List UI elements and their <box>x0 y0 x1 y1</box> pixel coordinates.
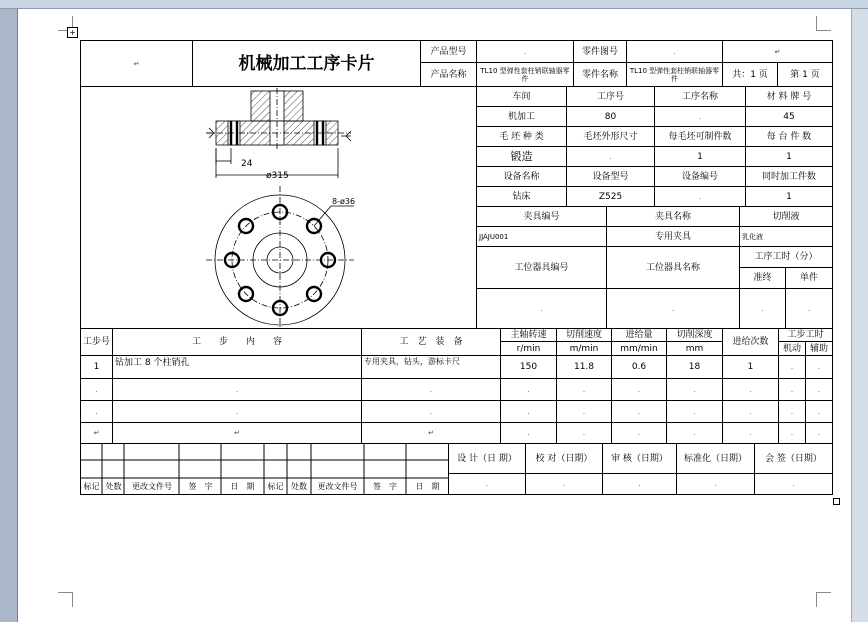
table-resize-handle[interactable] <box>833 498 840 505</box>
step-row-blank[interactable]: . <box>556 422 612 444</box>
step-1-machine-time[interactable]: . <box>778 355 806 379</box>
countersign-value[interactable]: . <box>754 473 833 495</box>
material-label: 材 料 牌 号 <box>745 86 833 107</box>
step-1-depth[interactable]: 18 <box>666 355 723 379</box>
rev-place-label: 处数 <box>105 481 122 491</box>
rev-doc-label: 更改文件号 <box>132 481 172 491</box>
product-name-label: 产品名称 <box>420 62 477 87</box>
prep-time-label: 准终 <box>739 267 786 289</box>
ruler-bar <box>0 0 868 9</box>
station-tool-no-value[interactable]: . <box>476 288 607 329</box>
spindle-speed-unit: r/min <box>500 341 557 356</box>
step-row-blank[interactable]: . <box>666 400 723 423</box>
step-row-blank[interactable]: . <box>805 422 833 444</box>
part-drawing-no-label: 零件图号 <box>573 40 627 63</box>
total-pages: 共：1 页 <box>722 62 778 87</box>
standardize-value[interactable]: . <box>676 473 755 495</box>
crop-mark-top-right <box>816 16 831 31</box>
step-row-blank[interactable]: . <box>80 378 113 401</box>
rev-sign-label-2: 签 字 <box>373 481 397 491</box>
operation-name-value[interactable]: . <box>654 106 746 127</box>
step-1-speed[interactable]: 150 <box>500 355 557 379</box>
step-row-blank[interactable]: . <box>666 378 723 401</box>
cutting-speed-header: 切削速度 <box>556 328 612 342</box>
fixture-name-value[interactable]: 专用夹具 <box>606 226 740 247</box>
workshop-label: 车间 <box>476 86 567 107</box>
rev-sign-label: 签 字 <box>188 481 213 491</box>
spindle-speed-header: 主轴转速 <box>500 328 557 342</box>
hole-callout: 8-ø36 <box>332 197 356 206</box>
units-per-label: 每 台 件 数 <box>745 126 833 147</box>
workshop-value[interactable]: 机加工 <box>476 106 567 127</box>
parts-per-blank-value[interactable]: 1 <box>654 146 746 167</box>
depth-unit: mm <box>666 341 723 356</box>
step-row-blank[interactable]: . <box>722 400 779 423</box>
review-value[interactable]: . <box>602 473 677 495</box>
part-drawing <box>81 88 381 328</box>
step-row-blank[interactable]: ↵ <box>112 422 362 444</box>
step-row-blank[interactable]: . <box>112 378 362 401</box>
step-row-blank[interactable]: . <box>778 400 806 423</box>
step-row-blank[interactable]: . <box>500 400 557 423</box>
table-move-handle-icon[interactable]: + <box>67 27 78 38</box>
step-row-blank[interactable]: . <box>722 422 779 444</box>
design-label: 设 计（日 期） <box>448 443 526 474</box>
part-name-label: 零件名称 <box>573 62 627 87</box>
proofread-value[interactable]: . <box>525 473 603 495</box>
cutting-speed-unit: m/min <box>556 341 612 356</box>
equipment-name-label: 设备名称 <box>476 166 567 187</box>
simultaneous-label: 同时加工件数 <box>745 166 833 187</box>
fixture-no-label: 夹具编号 <box>476 206 607 227</box>
section-view <box>206 88 351 178</box>
blank-type-label: 毛 坯 种 类 <box>476 126 567 147</box>
coolant-value[interactable]: 乳化液 <box>739 226 833 247</box>
equipment-model-label: 设备型号 <box>566 166 655 187</box>
prep-time-value[interactable]: . <box>739 288 786 329</box>
step-row-blank[interactable]: . <box>80 400 113 423</box>
operation-name-label: 工序名称 <box>654 86 746 107</box>
step-row-blank[interactable]: . <box>611 400 667 423</box>
simultaneous-value[interactable]: 1 <box>745 186 833 207</box>
operation-no-value[interactable]: 80 <box>566 106 655 127</box>
product-name-value[interactable]: TL10 型弹性套柱销联轴器零件 <box>476 62 574 87</box>
operation-no-label: 工序号 <box>566 86 655 107</box>
step-time-header: 工步工时 <box>778 328 833 342</box>
page-number: 第 1 页 <box>777 62 833 87</box>
station-tool-name-value[interactable]: . <box>606 288 740 329</box>
step-row-blank[interactable]: . <box>556 378 612 401</box>
step-row-blank[interactable]: ↵ <box>80 422 113 444</box>
rev-date-label-2: 日 期 <box>415 481 440 491</box>
coolant-label: 切削液 <box>739 206 833 227</box>
step-row-blank[interactable]: . <box>778 378 806 401</box>
dimension-diameter: ø315 <box>266 171 289 181</box>
step-no-header: 工步号 <box>80 328 113 356</box>
feed-unit: mm/min <box>611 341 667 356</box>
unit-time-label: 单件 <box>785 267 833 289</box>
blank-type-value[interactable]: 锻造 <box>476 146 567 167</box>
process-equipment-header: 工 艺 装 备 <box>361 328 501 356</box>
step-row-blank[interactable]: . <box>611 378 667 401</box>
blank-size-value[interactable]: . <box>566 146 655 167</box>
equipment-name-value[interactable]: 钻床 <box>476 186 567 207</box>
product-model-label: 产品型号 <box>420 40 477 63</box>
vertical-scrollbar[interactable] <box>851 9 868 622</box>
step-1-feed[interactable]: 0.6 <box>611 355 667 379</box>
blank-size-label: 毛坯外形尺寸 <box>566 126 655 147</box>
plan-view <box>206 186 354 328</box>
design-value[interactable]: . <box>448 473 526 495</box>
step-row-blank[interactable]: . <box>112 400 362 423</box>
step-1-passes[interactable]: 1 <box>722 355 779 379</box>
step-row-blank[interactable]: . <box>611 422 667 444</box>
step-row-blank[interactable]: . <box>666 422 723 444</box>
step-row-blank[interactable]: . <box>778 422 806 444</box>
crop-mark-bottom-left <box>58 592 73 607</box>
step-content-header: 工 步 内 容 <box>112 328 362 356</box>
step-row-blank[interactable]: . <box>556 400 612 423</box>
rev-place-label-2: 处数 <box>291 481 307 491</box>
op-time-label: 工序工时（分） <box>739 246 833 268</box>
step-row-blank[interactable]: . <box>805 400 833 423</box>
material-value[interactable]: 45 <box>745 106 833 127</box>
depth-header: 切削深度 <box>666 328 723 342</box>
crop-mark-bottom-right <box>816 592 831 607</box>
fixture-no-value[interactable]: JJAJU001 <box>476 226 607 247</box>
feed-header: 进给量 <box>611 328 667 342</box>
rev-date-label: 日 期 <box>230 481 255 491</box>
aux-time-header: 辅助 <box>805 341 833 356</box>
rev-mark-label: 标记 <box>83 481 100 491</box>
step-row-blank[interactable]: ↵ <box>361 422 501 444</box>
equipment-no-label: 设备编号 <box>654 166 746 187</box>
step-row-blank[interactable]: . <box>722 378 779 401</box>
part-name-value[interactable]: TL10 型弹性套柱销联轴器零件 <box>626 62 723 87</box>
logo-cell: ↵ <box>80 40 193 87</box>
fixture-name-label: 夹具名称 <box>606 206 740 227</box>
step-1-no[interactable]: 1 <box>80 355 113 379</box>
countersign-label: 会 签（日期） <box>754 443 833 474</box>
step-row-blank[interactable]: . <box>500 378 557 401</box>
passes-header: 进给次数 <box>722 328 779 356</box>
dimension-width: 24 <box>241 159 253 169</box>
part-drawing-no-value[interactable]: . <box>626 40 723 63</box>
product-model-value[interactable]: . <box>476 40 574 63</box>
step-1-equipment[interactable]: 专用夹具，钻头，游标卡尺 <box>361 355 501 379</box>
unit-time-value[interactable]: . <box>785 288 833 329</box>
station-tool-name-label: 工位器具名称 <box>606 246 740 289</box>
step-1-cut-speed[interactable]: 11.8 <box>556 355 612 379</box>
step-row-blank[interactable]: . <box>361 400 501 423</box>
rev-doc-label-2: 更改文件号 <box>317 481 358 491</box>
units-per-value[interactable]: 1 <box>745 146 833 167</box>
proofread-label: 校 对（日期） <box>525 443 603 474</box>
review-label: 审 核（日期） <box>602 443 677 474</box>
header-blank-cell: ↵ <box>722 40 833 63</box>
standardize-label: 标准化（日期） <box>676 443 755 474</box>
equipment-no-value[interactable]: . <box>654 186 746 207</box>
parts-per-blank-label: 每毛坯可制件数 <box>654 126 746 147</box>
step-row-blank[interactable]: . <box>500 422 557 444</box>
step-1-aux-time[interactable]: . <box>805 355 833 379</box>
machine-time-header: 机动 <box>778 341 806 356</box>
step-1-content[interactable]: 钻加工 8 个柱销孔 <box>112 355 362 379</box>
equipment-model-value[interactable]: Z525 <box>566 186 655 207</box>
rev-mark-label-2: 标记 <box>267 481 284 491</box>
page-title: 机械加工工序卡片 <box>192 40 421 87</box>
station-tool-no-label: 工位器具编号 <box>476 246 607 289</box>
step-row-blank[interactable]: . <box>361 378 501 401</box>
step-row-blank[interactable]: . <box>805 378 833 401</box>
